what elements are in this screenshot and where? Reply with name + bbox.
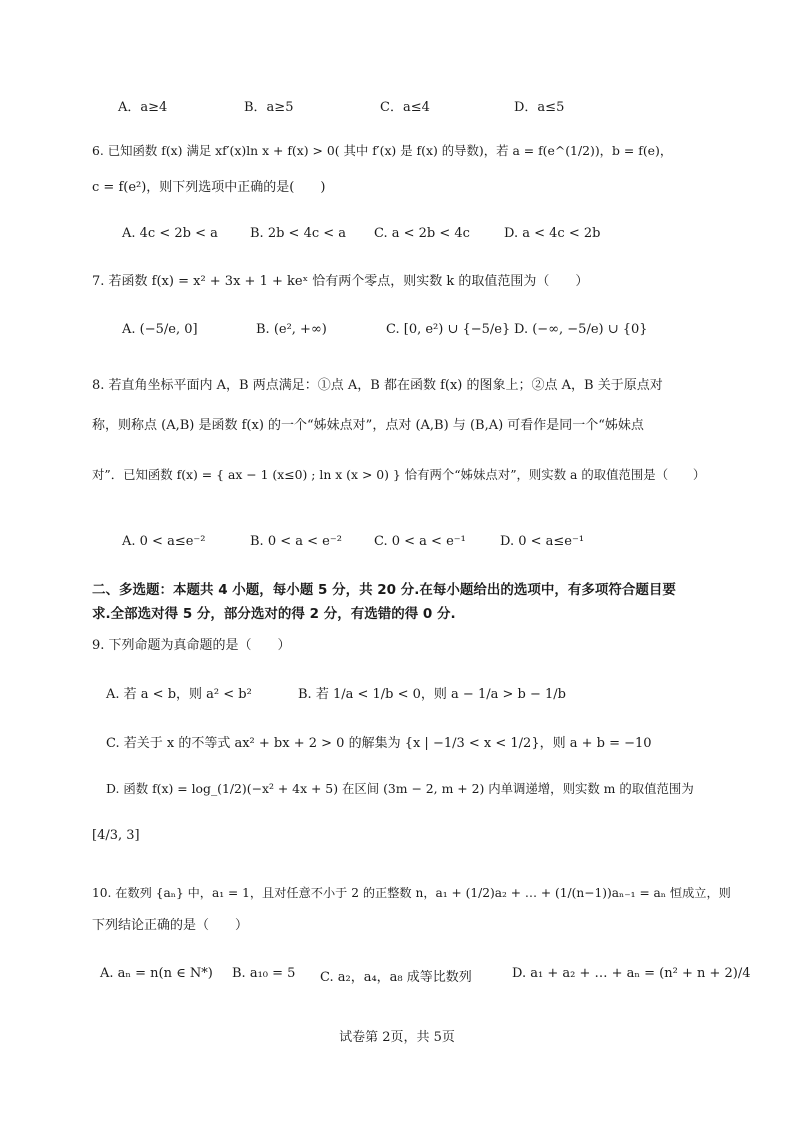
q7-option-b: B. (e², +∞) (256, 322, 327, 337)
q10-option-a: A. aₙ = n(n ∈ N*) (100, 966, 213, 981)
q7-option-a: A. (−5/e, 0] (122, 322, 198, 337)
q9-option-d-range: [4/3, 3] (92, 828, 140, 843)
q7-option-c: C. [0, e²) ∪ {−5/e} (386, 322, 511, 337)
q10-option-c: C. a₂，a₄，a₈ 成等比数列 (320, 970, 472, 985)
q10-option-b: B. a₁₀ = 5 (232, 966, 296, 981)
q10-stem-line2: 下列结论正确的是（ ） (92, 918, 249, 933)
q9-stem: 9. 下列命题为真命题的是（ ） (92, 638, 291, 653)
q5-option-d: D．a≤5 (514, 100, 565, 115)
q6-option-b: B. 2b < 4c < a (250, 226, 347, 241)
q9-option-c: C. 若关于 x 的不等式 ax² + bx + 2 > 0 的解集为 {x | −1/3 < x < 1/2}，则 a + b = −10 (106, 736, 652, 751)
q10-option-d: D. a₁ + a₂ + … + aₙ = (n² + n + 2)/4 (512, 966, 751, 981)
q9-option-b: B. 若 1/a < 1/b < 0，则 a − 1/a > b − 1/b (298, 687, 566, 702)
page-footer: 试卷第 2页，共 5页 (339, 1030, 455, 1045)
q6-option-d: D. a < 4c < 2b (504, 226, 601, 241)
q10-stem-line1: 10. 在数列 {aₙ} 中，a₁ = 1，且对任意不小于 2 的正整数 n，a₁ + (1/2)a₂ + … + (1/(n−1))aₙ₋₁ = aₙ 恒成立，则 (92, 886, 731, 900)
q8-option-b: B. 0 < a < e⁻² (250, 534, 342, 549)
q6-stem-line1: 6. 已知函数 f(x) 满足 xf′(x)ln x + f(x) > 0( 其中 f′(x) 是 f(x) 的导数)，若 a = f(e^(1/2))，b = f(e)， (92, 143, 673, 158)
q9-option-a: A. 若 a < b，则 a² < b² (106, 687, 252, 702)
q9-option-d: D. 函数 f(x) = log_(1/2)(−x² + 4x + 5) 在区间 (3m − 2, m + 2) 内单调递增，则实数 m 的取值范围为 (106, 781, 694, 796)
q5-option-c: C．a≤4 (380, 100, 430, 115)
q8-option-a: A. 0 < a≤e⁻² (122, 534, 206, 549)
q6-stem-line2: c = f(e²)，则下列选项中正确的是( ) (92, 180, 326, 195)
q8-stem-line3: 对”．已知函数 f(x) = { ax − 1 (x≤0) ; ln x (x > 0) } 恰有两个“姊妹点对”，则实数 a 的取值范围是（ ） (92, 467, 706, 482)
q6-option-a: A. 4c < 2b < a (122, 226, 218, 241)
q8-option-d: D. 0 < a≤e⁻¹ (500, 534, 585, 549)
q7-option-d: D. (−∞, −5/e) ∪ {0} (514, 322, 648, 337)
q5-option-b: B．a≥5 (244, 100, 294, 115)
q7-stem: 7. 若函数 f(x) = x² + 3x + 1 + keˣ 恰有两个零点，则实数 k 的取值范围为（ ） (92, 274, 589, 289)
q8-option-c: C. 0 < a < e⁻¹ (374, 534, 466, 549)
q6-option-c: C. a < 2b < 4c (374, 226, 470, 241)
section2-header-line1: 二、多选题：本题共 4 小题，每小题 5 分，共 20 分.在每小题给出的选项中，有多项符合题目要 (92, 582, 676, 598)
q8-stem-line2: 称，则称点 (A,B) 是函数 f(x) 的一个“姊妹点对”，点对 (A,B) 与 (B,A) 可看作是同一个“姊妹点 (92, 418, 644, 433)
q5-option-a: A．a≥4 (118, 100, 168, 115)
section2-header-line2: 求.全部选对得 5 分，部分选对的得 2 分，有选错的得 0 分. (92, 606, 456, 622)
q8-stem-line1: 8. 若直角坐标平面内 A，B 两点满足：①点 A，B 都在函数 f(x) 的图象上；②点 A，B 关于原点对 (92, 378, 663, 393)
